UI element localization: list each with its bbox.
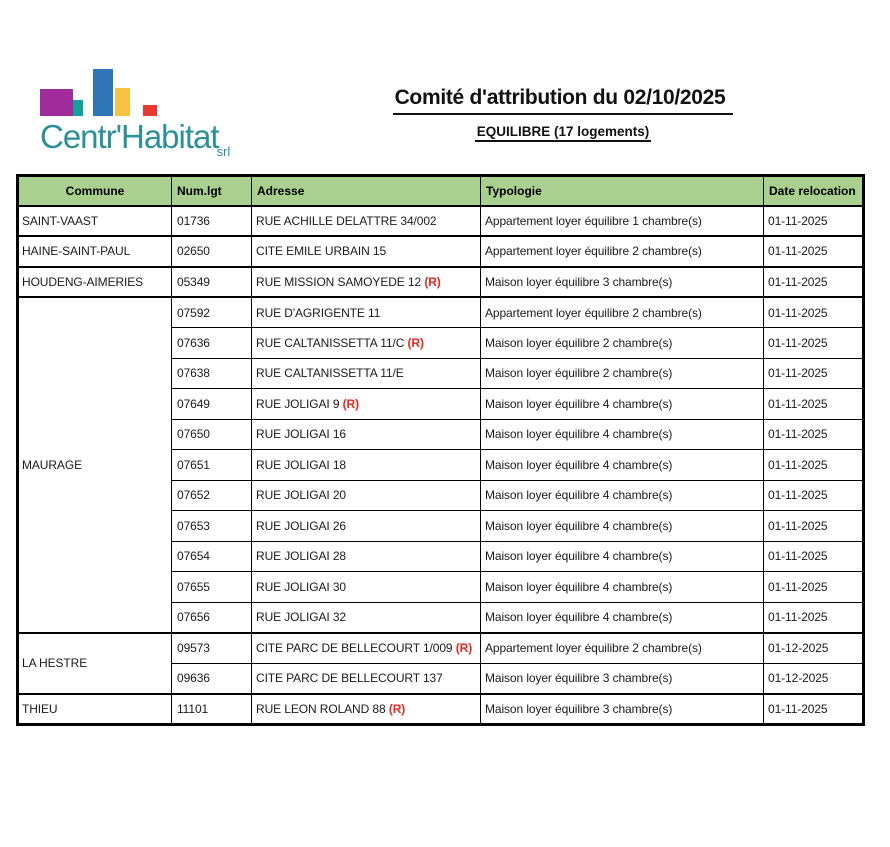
adresse-cell: RUE JOLIGAI 28 [252, 541, 481, 572]
numlgt-cell: 05349 [172, 267, 252, 298]
adresse-cell: RUE CALTANISSETTA 11/C (R) [252, 328, 481, 359]
typologie-cell: Maison loyer équilibre 3 chambre(s) [481, 694, 764, 725]
page-title: Comité d'attribution du 02/10/2025 [393, 86, 734, 115]
commune-cell: HOUDENG-AIMERIES [18, 267, 172, 298]
table-header-row [18, 176, 864, 206]
centrhabitat-logo [40, 63, 270, 159]
typologie-cell: Maison loyer équilibre 4 chambre(s) [481, 480, 764, 511]
typologie-cell: Maison loyer équilibre 4 chambre(s) [481, 572, 764, 603]
column-header-commune: Commune [18, 176, 172, 206]
commune-cell: SAINT-VAAST [18, 206, 172, 237]
numlgt-cell: 07652 [172, 480, 252, 511]
column-header-adresse: Adresse [252, 176, 481, 206]
typologie-cell: Maison loyer équilibre 4 chambre(s) [481, 602, 764, 633]
date-relocation-cell: 01-11-2025 [764, 694, 864, 725]
date-relocation-cell: 01-11-2025 [764, 389, 864, 420]
date-relocation-cell: 01-11-2025 [764, 450, 864, 481]
numlgt-cell: 09636 [172, 663, 252, 694]
numlgt-cell: 01736 [172, 206, 252, 237]
date-relocation-cell: 01-11-2025 [764, 206, 864, 237]
typologie-cell: Maison loyer équilibre 4 chambre(s) [481, 450, 764, 481]
relocation-marker: (R) [455, 641, 473, 655]
typologie-cell: Appartement loyer équilibre 1 chambre(s) [481, 206, 764, 237]
commune-cell: HAINE-SAINT-PAUL [18, 236, 172, 267]
adresse-cell: CITE EMILE URBAIN 15 [252, 236, 481, 267]
typologie-cell: Maison loyer équilibre 4 chambre(s) [481, 419, 764, 450]
table-row [18, 206, 864, 237]
numlgt-cell: 09573 [172, 633, 252, 664]
logo-wordmark [40, 118, 270, 159]
adresse-cell: RUE JOLIGAI 18 [252, 450, 481, 481]
typologie-cell: Maison loyer équilibre 3 chambre(s) [481, 663, 764, 694]
relocation-marker: (R) [342, 396, 359, 411]
title-block [333, 86, 793, 142]
logo-bars-icon [40, 63, 270, 116]
attribution-table [16, 174, 865, 726]
numlgt-cell: 07655 [172, 572, 252, 603]
date-relocation-cell: 01-11-2025 [764, 419, 864, 450]
numlgt-cell: 07638 [172, 358, 252, 389]
date-relocation-cell: 01-11-2025 [764, 572, 864, 603]
typologie-cell: Maison loyer équilibre 4 chambre(s) [481, 541, 764, 572]
purple-bar [40, 89, 73, 116]
adresse-cell: RUE JOLIGAI 16 [252, 419, 481, 450]
table-row [18, 694, 864, 725]
date-relocation-cell: 01-12-2025 [764, 663, 864, 694]
date-relocation-cell: 01-12-2025 [764, 633, 864, 664]
adresse-cell: CITE PARC DE BELLECOURT 1/009 (R) [252, 633, 481, 664]
commune-cell: THIEU [18, 694, 172, 725]
logo-srl: srl [216, 144, 231, 159]
adresse-cell: RUE LEON ROLAND 88 (R) [252, 694, 481, 725]
adresse-cell: RUE JOLIGAI 9 (R) [252, 389, 481, 420]
date-relocation-cell: 01-11-2025 [764, 541, 864, 572]
date-relocation-cell: 01-11-2025 [764, 480, 864, 511]
typologie-cell: Appartement loyer équilibre 2 chambre(s) [481, 236, 764, 267]
typologie-cell: Maison loyer équilibre 2 chambre(s) [481, 328, 764, 359]
adresse-cell: CITE PARC DE BELLECOURT 137 [252, 663, 481, 694]
column-header-typologie: Typologie [481, 176, 764, 206]
date-relocation-cell: 01-11-2025 [764, 511, 864, 542]
table-row [18, 236, 864, 267]
adresse-cell: RUE JOLIGAI 30 [252, 572, 481, 603]
table-body [18, 206, 864, 725]
date-relocation-cell: 01-11-2025 [764, 267, 864, 298]
numlgt-cell: 07636 [172, 328, 252, 359]
blue-bar [93, 69, 113, 116]
commune-cell: LA HESTRE [18, 633, 172, 694]
numlgt-cell: 07653 [172, 511, 252, 542]
relocation-marker: (R) [388, 701, 406, 716]
relocation-marker: (R) [407, 335, 424, 350]
numlgt-cell: 07656 [172, 602, 252, 633]
typologie-cell: Maison loyer équilibre 4 chambre(s) [481, 389, 764, 420]
relocation-marker: (R) [424, 274, 441, 289]
column-header-date-relocation: Date relocation [764, 176, 864, 206]
adresse-cell: RUE CALTANISSETTA 11/E [252, 358, 481, 389]
teal-bar [73, 100, 83, 116]
table-row [18, 267, 864, 298]
typologie-cell: Maison loyer équilibre 3 chambre(s) [481, 267, 764, 298]
column-header-numlgt: Num.lgt [172, 176, 252, 206]
table-row [18, 297, 864, 328]
numlgt-cell: 11101 [172, 694, 252, 725]
adresse-cell: RUE MISSION SAMOYEDE 12 (R) [252, 267, 481, 298]
yellow-bar [115, 88, 130, 116]
numlgt-cell: 07592 [172, 297, 252, 328]
adresse-cell: RUE JOLIGAI 32 [252, 602, 481, 633]
red-bar [143, 105, 157, 116]
page-subtitle: EQUILIBRE (17 logements) [475, 124, 652, 142]
typologie-cell: Appartement loyer équilibre 2 chambre(s) [481, 633, 764, 664]
adresse-cell: RUE JOLIGAI 20 [252, 480, 481, 511]
numlgt-cell: 07654 [172, 541, 252, 572]
date-relocation-cell: 01-11-2025 [764, 358, 864, 389]
adresse-cell: RUE JOLIGAI 26 [252, 511, 481, 542]
table-row [18, 633, 864, 664]
date-relocation-cell: 01-11-2025 [764, 602, 864, 633]
date-relocation-cell: 01-11-2025 [764, 297, 864, 328]
numlgt-cell: 02650 [172, 236, 252, 267]
typologie-cell: Maison loyer équilibre 4 chambre(s) [481, 511, 764, 542]
adresse-cell: RUE D'AGRIGENTE 11 [252, 297, 481, 328]
numlgt-cell: 07650 [172, 419, 252, 450]
date-relocation-cell: 01-11-2025 [764, 328, 864, 359]
adresse-cell: RUE ACHILLE DELATTRE 34/002 [252, 206, 481, 237]
numlgt-cell: 07651 [172, 450, 252, 481]
commune-cell: MAURAGE [18, 297, 172, 633]
date-relocation-cell: 01-11-2025 [764, 236, 864, 267]
typologie-cell: Appartement loyer équilibre 2 chambre(s) [481, 297, 764, 328]
typologie-cell: Maison loyer équilibre 2 chambre(s) [481, 358, 764, 389]
logo-name: Centr'Habitat [40, 118, 219, 155]
numlgt-cell: 07649 [172, 389, 252, 420]
